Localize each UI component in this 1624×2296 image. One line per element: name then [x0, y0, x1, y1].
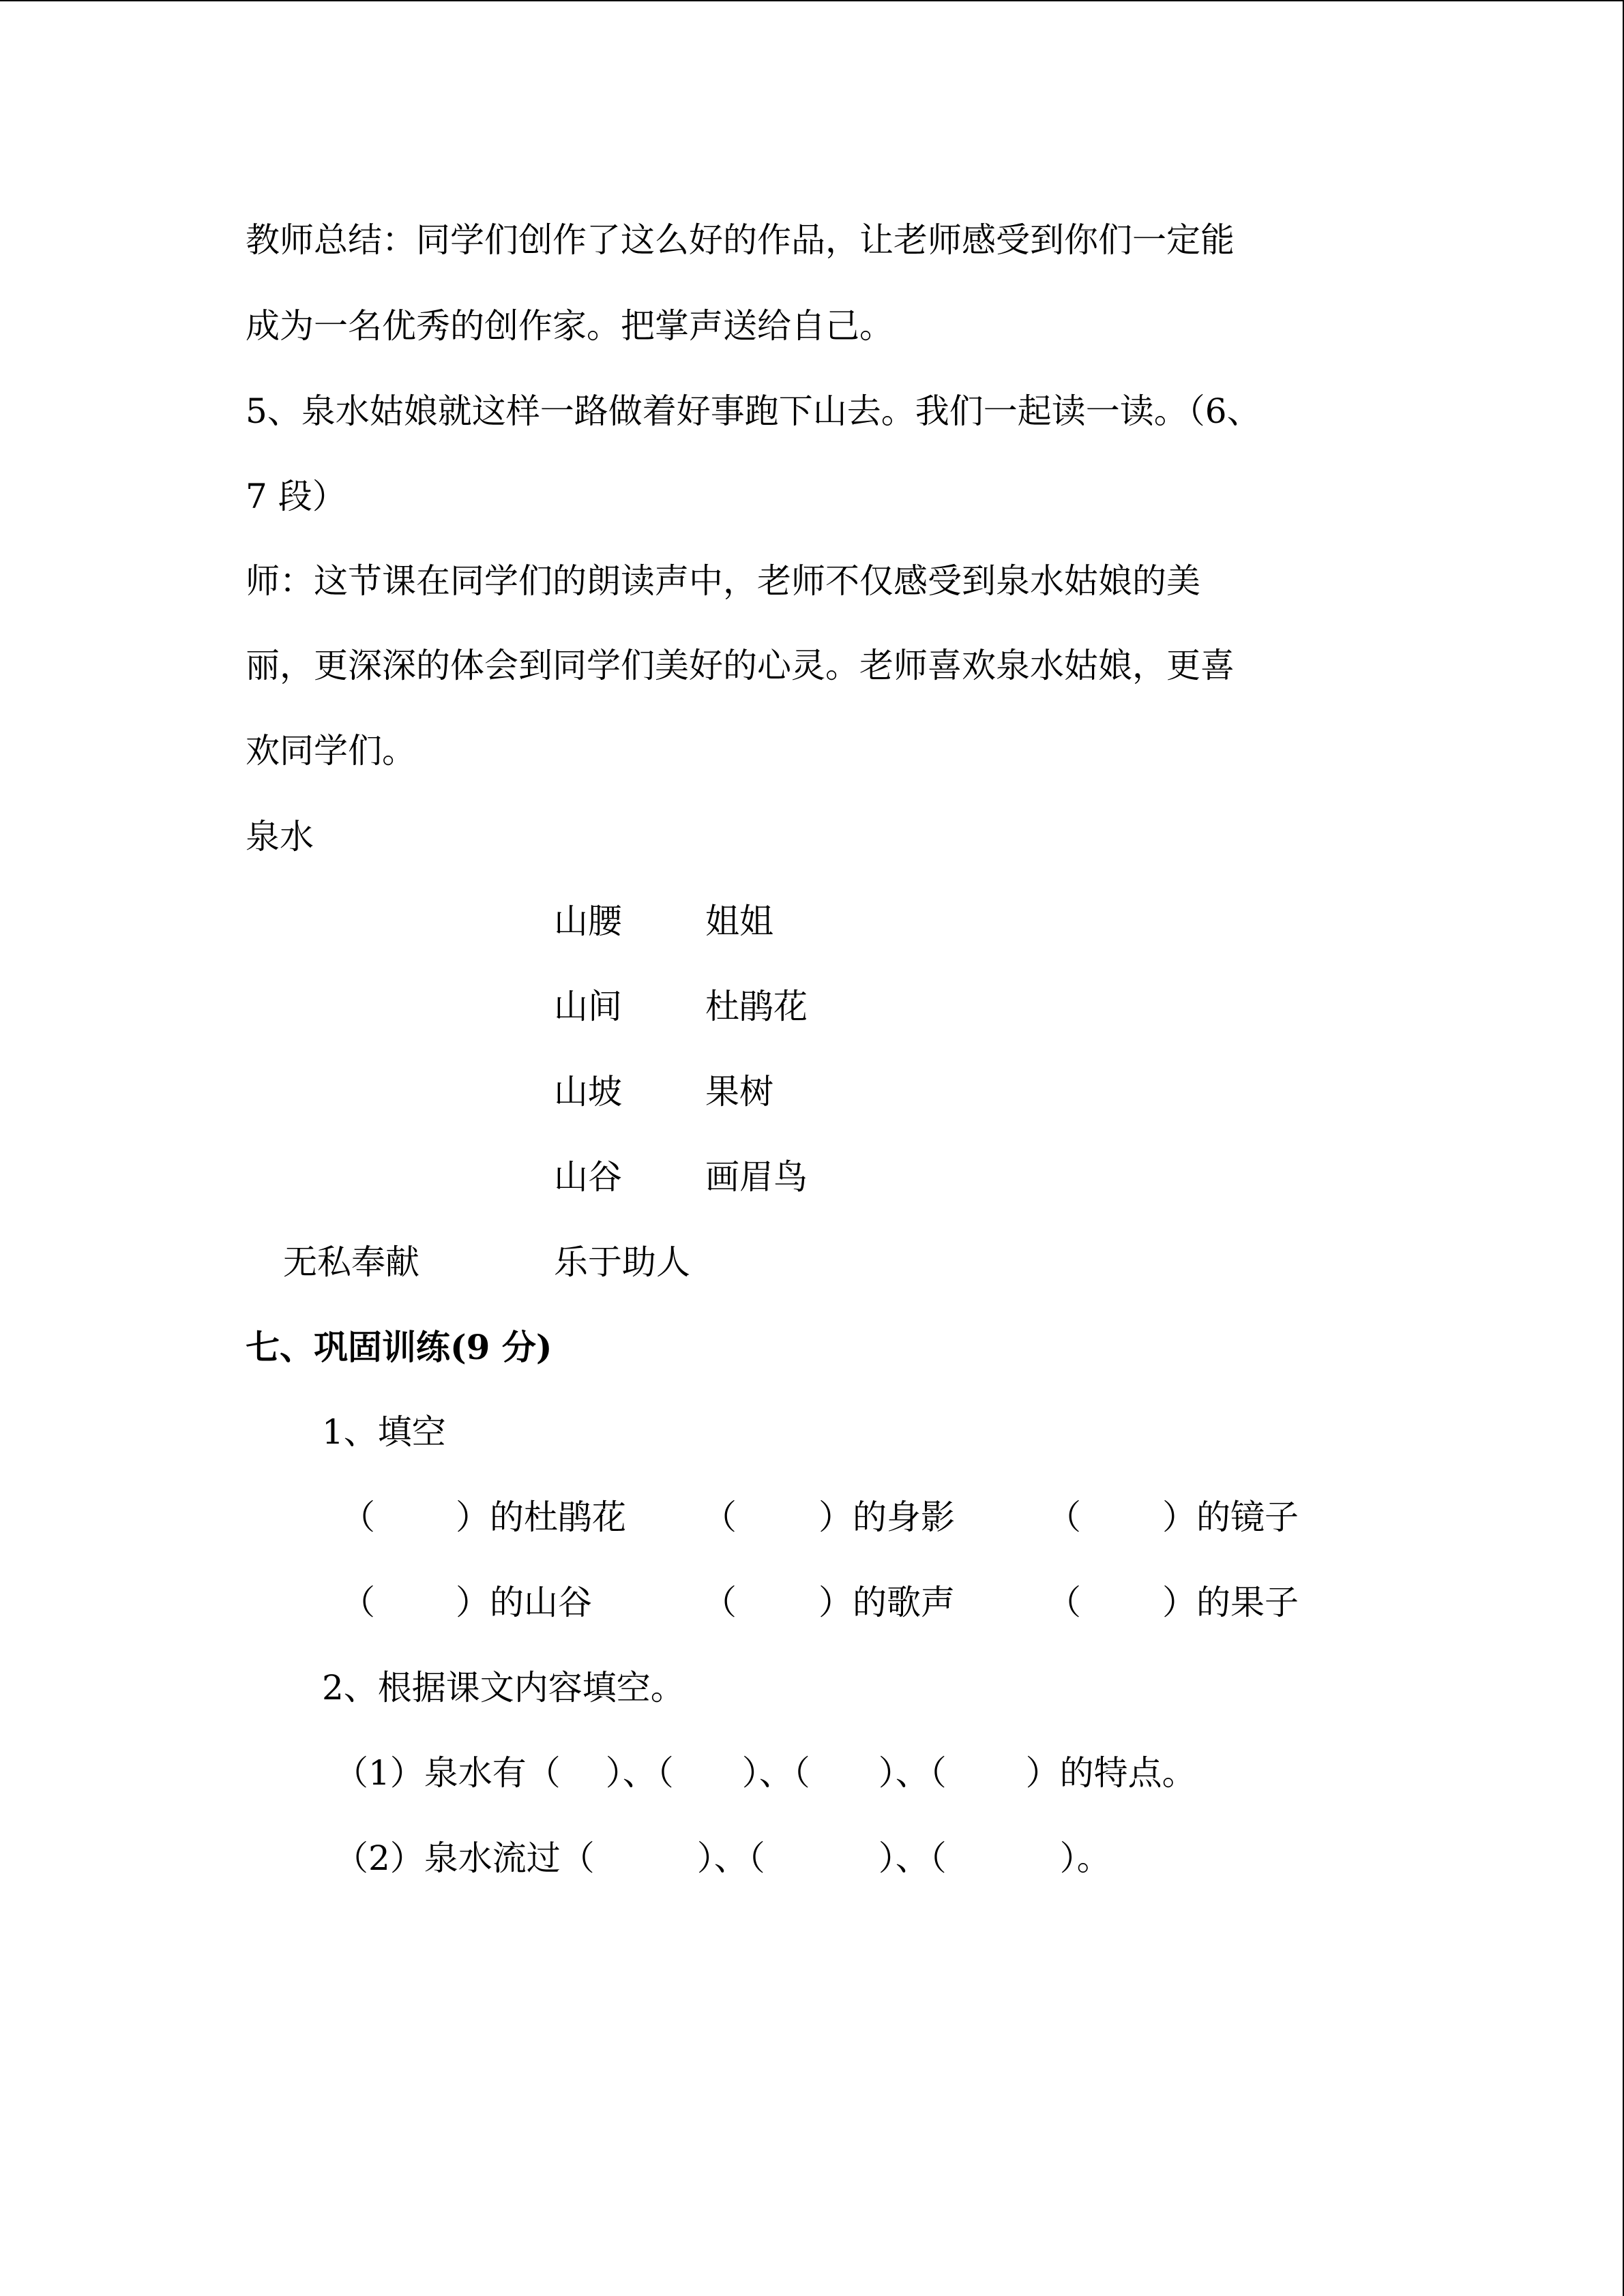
board-left-note: 无私奉献	[283, 1242, 419, 1282]
q2-sub-2: （2）泉水流过（ ）、（ ）、（ ）。	[334, 1838, 1111, 1878]
step5-line-1: 5、泉水姑娘就这样一路做着好事跑下山去。我们一起读一读。（6、	[246, 391, 1261, 431]
blank-phrase: ）的镜子	[1162, 1497, 1299, 1537]
blank-open: （	[341, 1497, 375, 1537]
blank-open: （	[703, 1497, 737, 1537]
teacher-line-1: 师：这节课在同学们的朗读声中，老师不仅感受到泉水姑娘的美	[246, 561, 1200, 601]
blank-open: （	[703, 1583, 737, 1622]
blank-open: （	[341, 1583, 375, 1622]
blank-phrase: ）的山谷	[456, 1583, 592, 1622]
blank-phrase: ）的身影	[818, 1497, 955, 1537]
board-who-2: 杜鹃花	[705, 987, 808, 1026]
board-place-1: 山腰	[554, 901, 622, 941]
board-title: 泉水	[246, 817, 314, 856]
summary-line-2: 成为一名优秀的创作家。把掌声送给自己。	[246, 306, 894, 346]
blank-open: （	[1047, 1583, 1081, 1622]
blank-phrase: ）的杜鹃花	[456, 1497, 626, 1537]
step5-line-2: 7 段）	[246, 477, 346, 516]
board-right-note: 乐于助人	[554, 1242, 690, 1282]
board-who-4: 画眉鸟	[705, 1157, 808, 1197]
board-place-3: 山坡	[554, 1072, 622, 1112]
board-who-3: 果树	[705, 1072, 773, 1112]
teacher-line-3: 欢同学们。	[246, 731, 416, 771]
blank-phrase: ）的歌声	[818, 1583, 955, 1622]
teacher-line-2: 丽，更深深的体会到同学们美好的心灵。老师喜欢泉水姑娘，更喜	[246, 646, 1235, 685]
q2-title: 2、根据课文内容填空。	[322, 1668, 685, 1708]
section7-heading: 七、巩固训练(9 分)	[246, 1327, 552, 1367]
blank-open: （	[1047, 1497, 1081, 1537]
q2-sub-1: （1）泉水有（ ）、（ ）、（ ）、（ ）的特点。	[334, 1753, 1196, 1793]
blank-phrase: ）的果子	[1162, 1583, 1299, 1622]
summary-line-1: 教师总结：同学们创作了这么好的作品，让老师感受到你们一定能	[246, 220, 1235, 260]
q1-title: 1、填空	[322, 1412, 446, 1452]
board-place-4: 山谷	[554, 1157, 622, 1197]
board-who-1: 姐姐	[705, 901, 773, 941]
board-place-2: 山间	[554, 987, 622, 1026]
